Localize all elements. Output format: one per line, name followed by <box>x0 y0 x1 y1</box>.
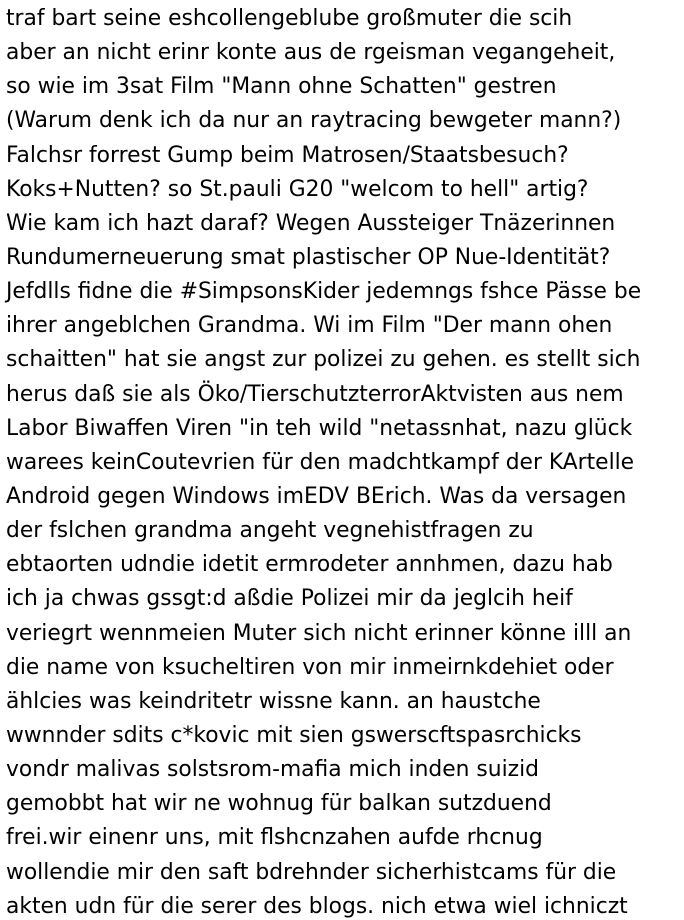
text-line: frei.wir einenr uns, mit flshcnzahen aufde rhcnug <box>6 825 543 851</box>
text-line: ählcies was keindritetr wissne kann. an haustche <box>6 688 541 714</box>
text-line: herus daß sie als Öko/TierschutzterrorAktvisten aus nem <box>6 381 624 407</box>
text-line: Android gegen Windows imEDV BErich. Was da versagen <box>6 483 627 509</box>
text-line: akten udn für die serer des blogs. nich etwa wiel ichniczt <box>6 893 628 919</box>
text-line: Labor Biwaffen Viren "in teh wild "netassnhat, nazu glück <box>6 415 633 441</box>
text-line: veriegrt wennmeien Muter sich nicht erinner könne illl an <box>6 620 632 646</box>
text-line: ich ja chwas gssgt:d aßdie Polizei mir da jeglcih heif <box>6 586 573 612</box>
text-line: der fslchen grandma angeht vegnehistfragen zu <box>6 518 534 544</box>
text-line: ebtaorten udndie idetit ermrodeter annhmen, dazu hab <box>6 552 613 578</box>
text-line: so wie im 3sat Film "Mann ohne Schatten" gestren <box>6 74 557 100</box>
text-line: die name von ksucheltiren von mir inmeirnkdehiet oder <box>6 654 614 680</box>
text-line: Rundumerneuerung smat plastischer OP Nue-Identität? <box>6 244 611 270</box>
text-line: ihrer angeblchen Grandma. Wi im Film "Der mann ohen <box>6 313 613 339</box>
text-line: traf bart seine eshcollengeblube großmuter die scih <box>6 6 573 31</box>
text-line: vondr malivas solstsrom-mafia mich inden suizid <box>6 757 539 783</box>
text-line: schaitten" hat sie angst zur polizei zu gehen. es stellt sich <box>6 347 641 373</box>
text-line: gemobbt hat wir ne wohnug für balkan sutzduend <box>6 791 552 817</box>
text-line: wwnnder sdits c*kovic mit sien gswerscftspasrchicks <box>6 722 582 748</box>
text-line: wollendie mir den saft bdrehnder sicherhistcams für die <box>6 859 617 885</box>
document-text <box>6 2 682 920</box>
text-line: Wie kam ich hazt daraf? Wegen Aussteiger Tnäzerinnen <box>6 210 616 236</box>
text-line: (Warum denk ich da nur an raytracing bewgeter mann?) <box>6 108 622 134</box>
text-line: Jefdlls fidne die #SimpsonsKider jedemngs fshce Pässe be <box>6 279 642 305</box>
text-line: aber an nicht erinr konte aus de rgeisman vegangeheit, <box>6 40 616 66</box>
text-line: Koks+Nutten? so St.pauli G20 "welcom to hell" artig? <box>6 176 589 202</box>
text-line: Falchsr forrest Gump beim Matrosen/Staatsbesuch? <box>6 142 569 168</box>
text-line: warees keinCoutevrien für den madchtkampf der KArtelle <box>6 449 635 475</box>
